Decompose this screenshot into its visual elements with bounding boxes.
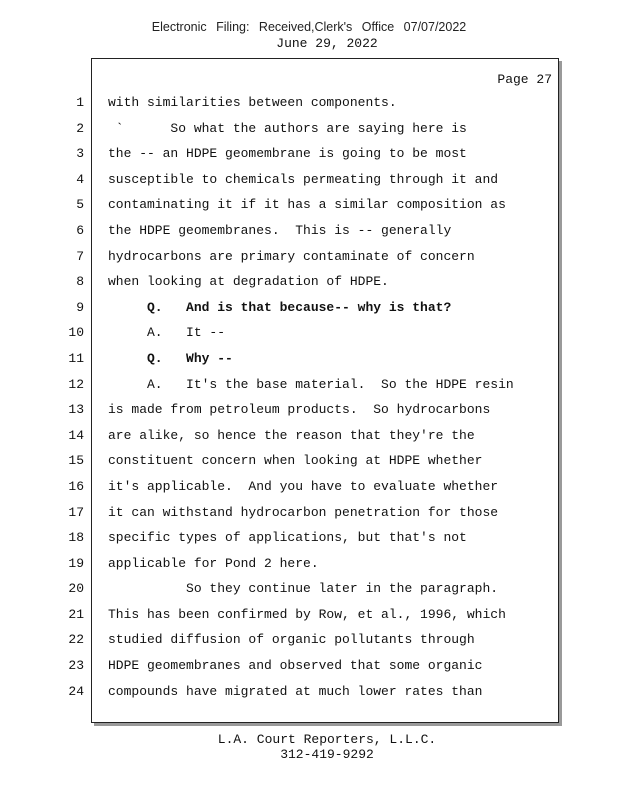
line-text: A. It's the base material. So the HDPE resin — [108, 376, 514, 392]
line-number: 22 — [68, 632, 84, 648]
line-text: HDPE geomembranes and observed that some organic — [108, 658, 483, 674]
line-number: 6 — [76, 222, 84, 238]
line-number: 16 — [68, 478, 84, 494]
line-number: 10 — [68, 325, 84, 341]
transcript-line — [0, 141, 618, 167]
reporter-phone: 312-419-9292 — [280, 747, 374, 762]
line-number: 21 — [68, 606, 84, 622]
line-number: 1 — [76, 95, 84, 110]
transcript-line — [0, 448, 618, 474]
transcript-line — [0, 602, 618, 628]
transcript-date: June 29, 2022 — [276, 36, 378, 51]
transcript-line — [0, 167, 618, 193]
line-text: ` So what the authors are saying here is — [108, 120, 467, 136]
line-text: it can withstand hydrocarbon penetration for those — [108, 504, 499, 520]
transcript-line — [0, 346, 618, 372]
line-text: hydrocarbons are primary contaminate of concern — [108, 248, 475, 264]
transcript-line — [0, 551, 618, 577]
line-number: 13 — [68, 402, 84, 418]
line-text: are alike, so hence the reason that they're the — [108, 427, 475, 443]
line-number: 20 — [68, 581, 84, 597]
transcript-line — [0, 372, 618, 398]
line-text: it's applicable. And you have to evaluate whether — [108, 478, 499, 494]
line-number: 24 — [68, 683, 84, 699]
transcript-line — [0, 218, 618, 244]
line-text: A. It -- — [108, 325, 226, 341]
line-text: is made from petroleum products. So hydrocarbons — [108, 402, 491, 418]
reporter-company: L.A. Court Reporters, L.L.C. — [217, 732, 437, 747]
line-number: 5 — [76, 197, 84, 213]
transcript-line — [0, 653, 618, 679]
transcript-line — [0, 90, 618, 116]
line-text: studied diffusion of organic pollutants through — [108, 632, 475, 648]
line-number: 15 — [68, 453, 84, 469]
transcript-lines — [0, 90, 618, 704]
transcript-line — [0, 576, 618, 602]
line-number: 11 — [68, 350, 84, 366]
line-text: the -- an HDPE geomembrane is going to be most — [108, 146, 467, 162]
transcript-line — [0, 525, 618, 551]
line-text: susceptible to chemicals permeating through it and — [108, 171, 499, 187]
transcript-line — [0, 500, 618, 526]
line-number: 18 — [68, 530, 84, 546]
line-text: when looking at degradation of HDPE. — [108, 274, 389, 290]
transcript-line — [0, 295, 618, 321]
line-number: 17 — [68, 504, 84, 520]
transcript-line — [0, 116, 618, 142]
line-number: 2 — [76, 120, 84, 136]
transcript-line — [0, 244, 618, 270]
line-text: compounds have migrated at much lower rates than — [108, 683, 483, 699]
transcript-line — [0, 679, 618, 705]
transcript-line — [0, 397, 618, 423]
line-text: the HDPE geomembranes. This is -- generally — [108, 222, 452, 238]
transcript-line — [0, 320, 618, 346]
line-number: 14 — [68, 427, 84, 443]
line-text: with similarities between components. — [108, 95, 397, 110]
efiling-stamp: Electronic Filing: Received,Clerk's Office 07/07/2022 — [151, 20, 467, 34]
line-text: specific types of applications, but that's not — [108, 530, 467, 546]
line-text: constituent concern when looking at HDPE whether — [108, 453, 483, 469]
line-text: contaminating it if it has a similar composition as — [108, 197, 506, 213]
line-text: This has been confirmed by Row, et al., 1996, which — [108, 606, 506, 622]
transcript-line — [0, 269, 618, 295]
line-text: applicable for Pond 2 here. — [108, 555, 319, 571]
line-number: 3 — [76, 146, 84, 162]
page-number: Page 27 — [497, 72, 552, 87]
transcript-line — [0, 474, 618, 500]
line-number: 23 — [68, 658, 84, 674]
transcript-line — [0, 423, 618, 449]
line-number: 8 — [76, 274, 84, 290]
line-number: 9 — [76, 299, 84, 315]
line-number: 12 — [68, 376, 84, 392]
line-number: 19 — [68, 555, 84, 571]
transcript-line — [0, 192, 618, 218]
line-text: So they continue later in the paragraph. — [108, 581, 499, 597]
reporter-footer — [0, 732, 618, 762]
line-number: 4 — [76, 171, 84, 187]
line-number: 7 — [76, 248, 84, 264]
transcript-line — [0, 627, 618, 653]
line-text: Q. Why -- — [108, 350, 233, 366]
line-text: Q. And is that because-- why is that? — [108, 299, 452, 315]
